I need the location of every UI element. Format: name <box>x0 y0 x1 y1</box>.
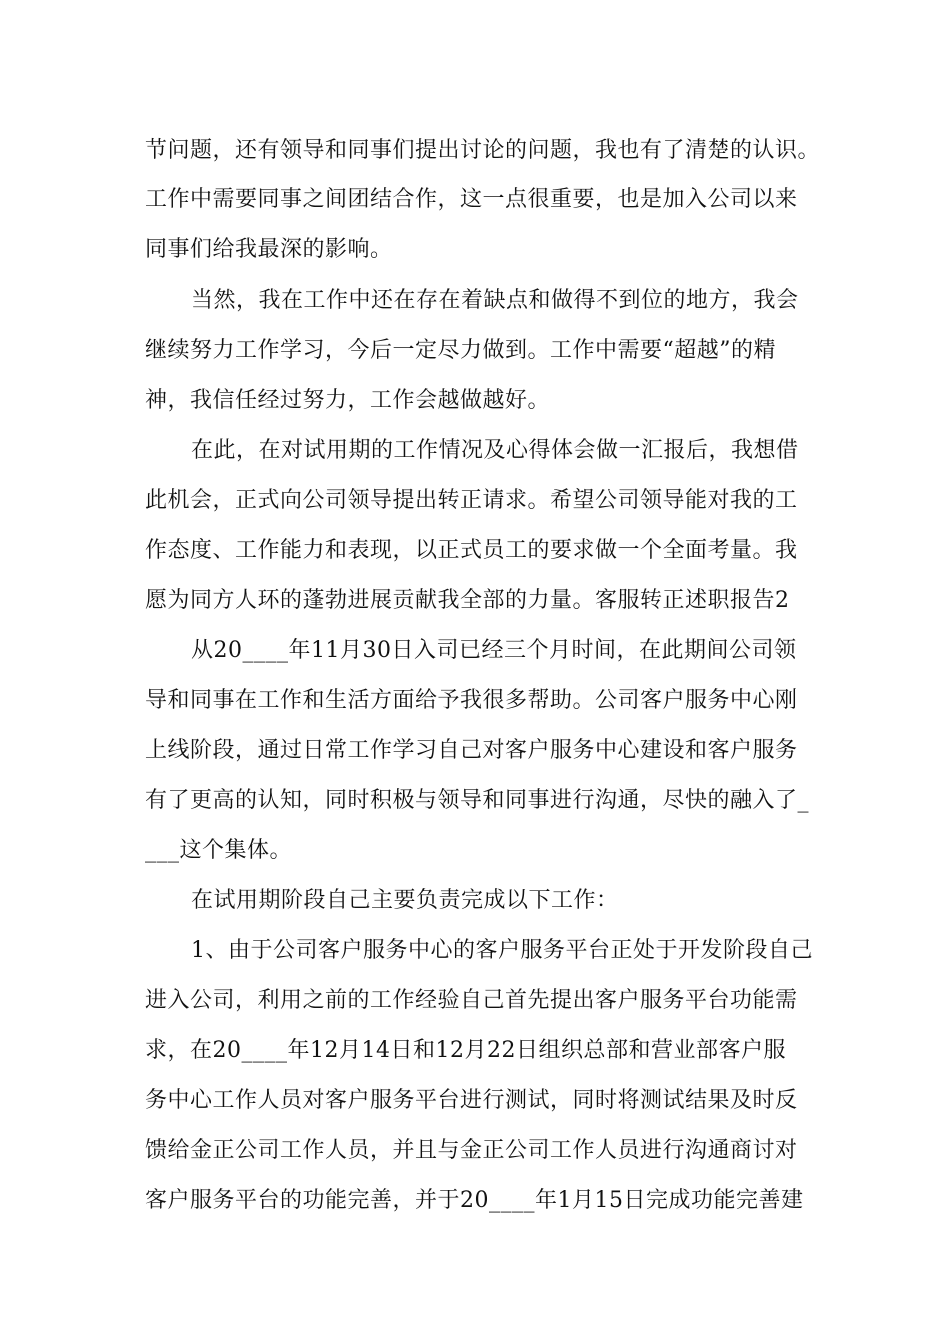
text-line: 神，我信任经过努力，工作会越做越好。 <box>145 388 551 413</box>
text-line: 此机会，正式向公司领导提出转正请求。希望公司领导能对我的工 <box>145 488 798 513</box>
text-line: 馈给金正公司工作人员，并且与金正公司工作人员进行沟通商讨对 <box>145 1138 798 1163</box>
text-line: 导和同事在工作和生活方面给予我很多帮助。公司客户服务中心刚 <box>145 688 798 713</box>
text-line: 上线阶段，通过日常工作学习自己对客户服务中心建设和客户服务 <box>145 738 798 763</box>
text-line: 进入公司，利用之前的工作经验自己首先提出客户服务平台功能需 <box>145 988 798 1013</box>
paragraph-start-line: 1、由于公司客户服务中心的客户服务平台正处于开发阶段自己 <box>191 938 813 963</box>
text-line: 工作中需要同事之间团结合作，这一点很重要，也是加入公司以来 <box>145 187 798 212</box>
text-line: ___这个集体。 <box>145 838 293 863</box>
text-line: 愿为同方人环的蓬勃进展贡献我全部的力量。客服转正述职报告2 <box>145 588 790 613</box>
paragraph-start-line: 在此，在对试用期的工作情况及心得体会做一汇报后，我想借 <box>191 438 799 463</box>
text-line: 作态度、工作能力和表现，以正式员工的要求做一个全面考量。我 <box>145 538 798 563</box>
text-line: 同事们给我最深的影响。 <box>145 237 393 262</box>
text-line: 继续努力工作学习，今后一定尽力做到。工作中需要“超越”的精 <box>145 338 776 363</box>
text-line: 节问题，还有领导和同事们提出讨论的问题，我也有了清楚的认识。 <box>145 138 821 163</box>
paragraph-start-line: 当然，我在工作中还在存在着缺点和做得不到位的地方，我会 <box>191 288 799 313</box>
text-line: 求，在20____年12月14日和12月22日组织总部和营业部客户服 <box>145 1038 786 1063</box>
text-line: 务中心工作人员对客户服务平台进行测试，同时将测试结果及时反 <box>145 1088 798 1113</box>
text-line: 客户服务平台的功能完善，并于20____年1月15日完成功能完善建 <box>145 1188 804 1213</box>
paragraph-start-line: 在试用期阶段自己主要负责完成以下工作： <box>191 888 619 913</box>
text-line: 有了更高的认知，同时积极与领导和同事进行沟通，尽快的融入了_ <box>145 788 810 813</box>
paragraph-start-line: 从20____年11月30日入司已经三个月时间，在此期间公司领 <box>191 638 797 663</box>
